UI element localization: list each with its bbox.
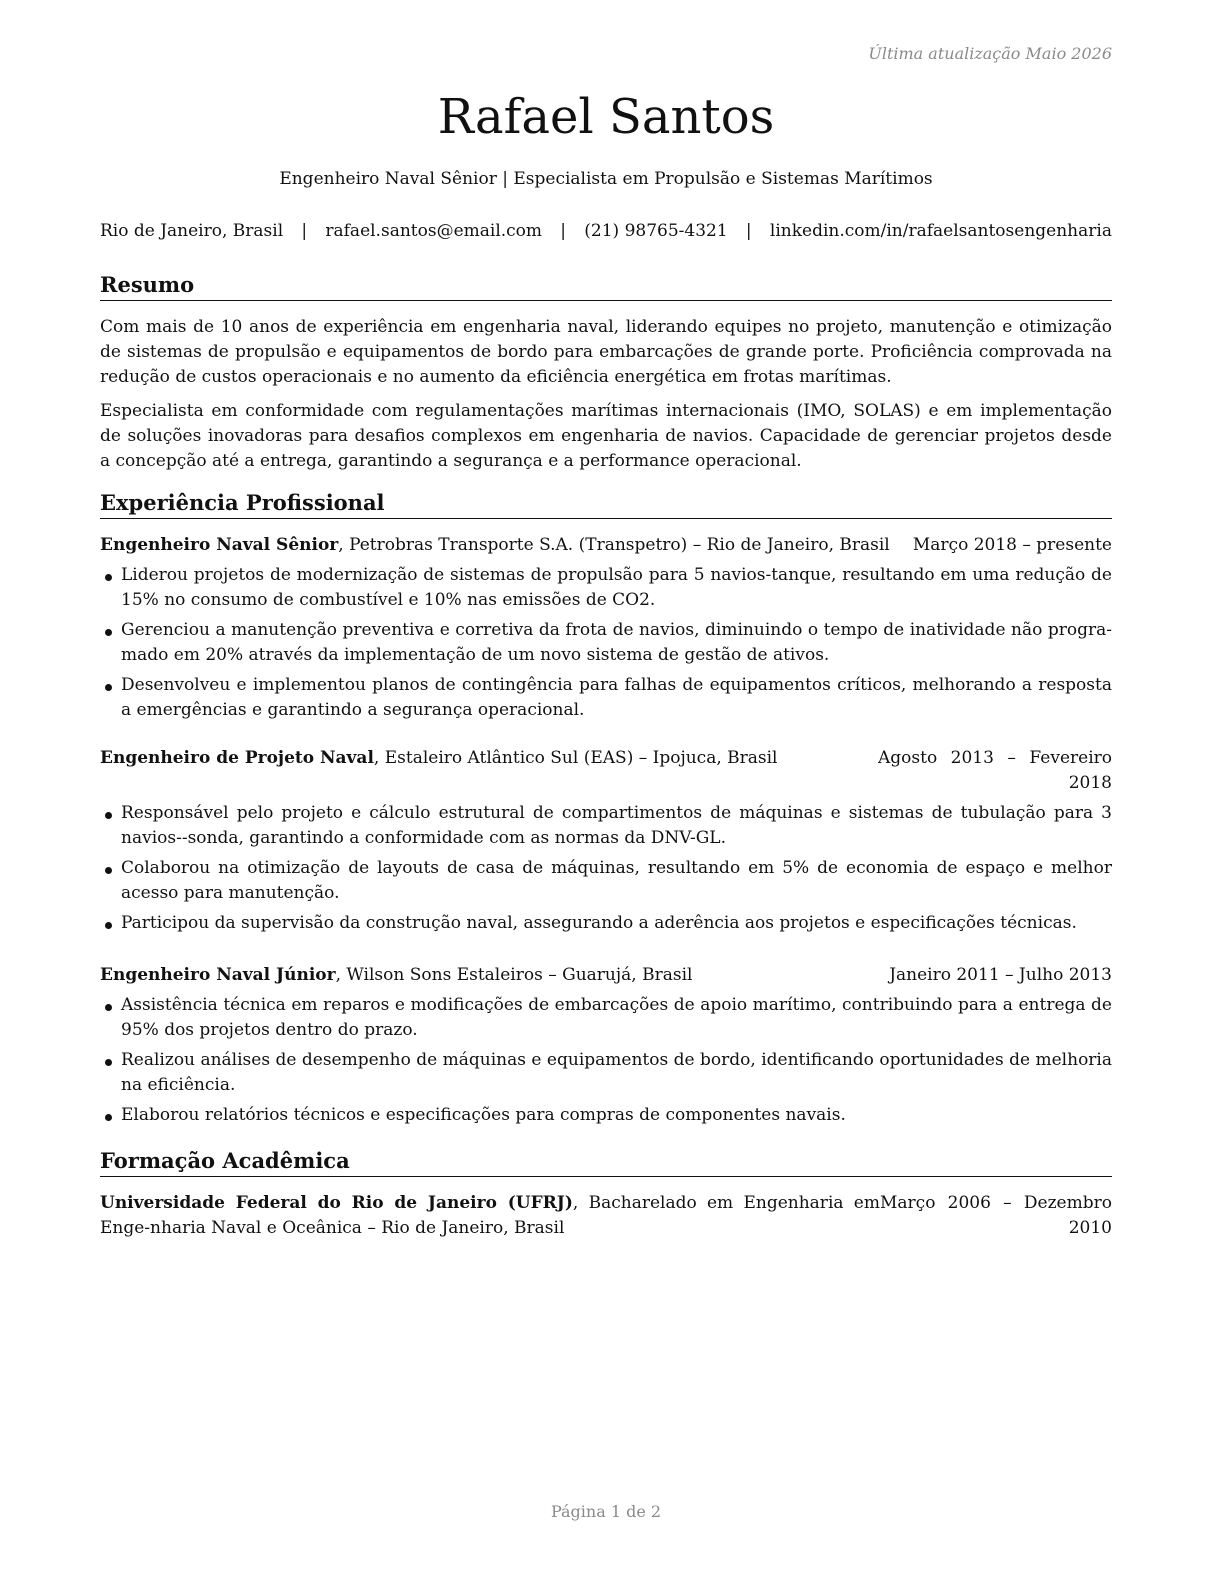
list-item xyxy=(100,563,1112,613)
section-title-experience: Experiência Profissional xyxy=(100,488,1112,519)
bullet-icon xyxy=(105,684,112,691)
list-item xyxy=(100,1103,1112,1128)
list-item xyxy=(100,993,1112,1043)
job-header xyxy=(100,963,1112,988)
list-item xyxy=(100,801,1112,851)
bullet-text: Liderou projetos de modernização de sistemas de propulsão para 5 navios-tanque, resultando em uma redução de 15% no consumo de combustível e 10% nas emissões de CO2. xyxy=(121,565,1112,610)
bullet-text: Colaborou na otimização de layouts de casa de máquinas, resultando em 5% de economia de espaço e melhor acesso para manutenção. xyxy=(121,858,1112,903)
bullet-icon xyxy=(105,922,112,929)
list-item xyxy=(100,673,1112,723)
education-entry xyxy=(100,1191,1112,1241)
job-title-line xyxy=(100,963,692,988)
bullet-icon xyxy=(105,1059,112,1066)
bullet-icon xyxy=(105,1004,112,1011)
job-dates: Janeiro 2011 – Julho 2013 xyxy=(889,965,1112,985)
bullet-icon xyxy=(105,1114,112,1121)
list-item xyxy=(100,1048,1112,1098)
degree: , Bacharelado em Engenharia em Enge-nharia Naval e Oceânica – Rio de Janeiro, Brasil xyxy=(100,1193,880,1238)
resume-page xyxy=(100,0,1112,1584)
list-item xyxy=(100,618,1112,668)
section-title-summary: Resumo xyxy=(100,270,1112,301)
job-title-line xyxy=(100,746,778,796)
bullet-text: Elaborou relatórios técnicos e especificações para compras de componentes navais. xyxy=(121,1105,846,1125)
section-title-education: Formação Acadêmica xyxy=(100,1146,1112,1177)
education-text xyxy=(100,1191,880,1241)
summary-paragraph: Especialista em conformidade com regulamentações marítimas internacionais (IMO, SOLAS) e em implementação de soluções inovadoras para desafios complexos em engenharia de navios. Capacidade de gerenciar projetos desde a concepção até a entrega, garantindo a segurança e a performance operacional. xyxy=(100,401,1112,471)
list-item xyxy=(100,856,1112,906)
list-item xyxy=(100,911,1112,936)
email-link[interactable]: rafael.santos@email.com xyxy=(325,221,543,241)
bullet-icon xyxy=(105,629,112,636)
job-bullets xyxy=(100,993,1112,1133)
summary-paragraph: Com mais de 10 anos de experiência em engenharia naval, liderando equipes no projeto, manutenção e otimização de sistemas de propulsão e equipamentos de bordo para embarcações de grande porte. Proficiência comprovada na redução de custos operacionais e no aumento da eficiência energética em frotas marítimas. xyxy=(100,317,1112,387)
bullet-icon xyxy=(105,574,112,581)
job-role: Engenheiro de Projeto Naval xyxy=(100,748,374,768)
separator: | xyxy=(560,221,567,241)
job-org: , Petrobras Transporte S.A. (Transpetro) – Rio de Janeiro, Brasil xyxy=(338,535,890,555)
bullet-text: Realizou análises de desempenho de máquinas e equipamentos de bordo, identificando oportunidades de melhoria na eficiência. xyxy=(121,1050,1112,1095)
bullet-text: Gerenciou a manutenção preventiva e corretiva da frota de navios, diminuindo o tempo de inatividade não progra-mado em 20% através da implementação de um novo sistema de gestão de ativos. xyxy=(121,620,1112,665)
job-org: , Wilson Sons Estaleiros – Guarujá, Brasil xyxy=(335,965,693,985)
bullet-text: Responsável pelo projeto e cálculo estrutural de compartimentos de máquinas e sistemas de tubulação para 3 navios--sonda, garantindo a conformidade com as normas da DNV-GL. xyxy=(121,803,1112,848)
job-role: Engenheiro Naval Sênior xyxy=(100,535,339,555)
school-name: Universidade Federal do Rio de Janeiro (UFRJ) xyxy=(100,1193,573,1213)
contact-line xyxy=(100,219,1112,243)
job-header xyxy=(100,746,1112,796)
location: Rio de Janeiro, Brasil xyxy=(100,221,284,241)
bullet-text: Desenvolveu e implementou planos de contingência para falhas de equipamentos críticos, melhorando a resposta a emergências e garantindo a segurança operacional. xyxy=(121,675,1112,720)
education-dates: Março 2006 – Dezembro 2010 xyxy=(880,1193,1112,1238)
bullet-text: Participou da supervisão da construção naval, assegurando a aderência aos projetos e especificações técnicas. xyxy=(121,913,1077,933)
phone: (21) 98765-4321 xyxy=(584,221,728,241)
bullet-text: Assistência técnica em reparos e modificações de embarcações de apoio marítimo, contribuindo para a entrega de 95% dos projetos dentro do prazo. xyxy=(121,995,1112,1040)
page-title: Rafael Santos xyxy=(437,89,775,145)
page-number: Página 1 de 2 xyxy=(550,1502,662,1521)
last-updated: Última atualização Maio 2026 xyxy=(868,44,1112,63)
job-title-line xyxy=(100,533,890,558)
bullet-icon xyxy=(105,867,112,874)
job-dates: Março 2018 – presente xyxy=(912,535,1112,555)
bullet-icon xyxy=(105,812,112,819)
job-dates: Agosto 2013 – Fevereiro 2018 xyxy=(878,748,1112,793)
job-org: , Estaleiro Atlântico Sul (EAS) – Ipojuca, Brasil xyxy=(373,748,778,768)
separator: | xyxy=(745,221,752,241)
separator: | xyxy=(301,221,308,241)
job-bullets xyxy=(100,801,1112,941)
job-header xyxy=(100,533,1112,558)
job-bullets xyxy=(100,563,1112,728)
subtitle: Engenheiro Naval Sênior | Especialista em Propulsão e Sistemas Marítimos xyxy=(279,169,933,189)
job-role: Engenheiro Naval Júnior xyxy=(100,965,336,985)
linkedin-link[interactable]: linkedin.com/in/rafaelsantosengenharia xyxy=(769,221,1112,241)
